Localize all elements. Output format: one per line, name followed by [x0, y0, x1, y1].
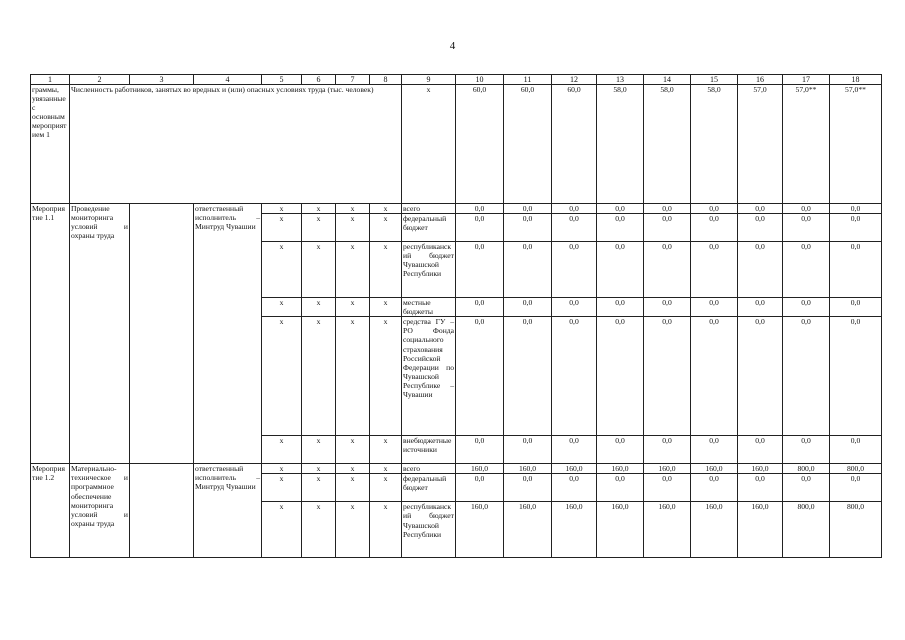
x-cell: х [262, 298, 302, 317]
x-cell: х [302, 464, 336, 474]
value-cell: 0,0 [504, 317, 552, 436]
value-cell: 160,0 [644, 464, 691, 474]
x-cell: х [336, 474, 370, 502]
value-cell: 0,0 [597, 242, 644, 298]
funding-source-cell: всего [402, 464, 456, 474]
value-cell: 160,0 [456, 464, 504, 474]
x-cell: х [302, 242, 336, 298]
x-cell: х [262, 436, 302, 464]
value-cell: 160,0 [504, 464, 552, 474]
x-cell: х [370, 317, 402, 436]
value-cell: 800,0 [830, 464, 882, 474]
value-cell: 0,0 [783, 204, 830, 214]
value-cell: 0,0 [783, 298, 830, 317]
value-cell: 0,0 [597, 317, 644, 436]
value-cell: 0,0 [597, 298, 644, 317]
x-cell: х [302, 317, 336, 436]
column-number: 18 [830, 75, 882, 85]
value-cell: 0,0 [691, 298, 738, 317]
column-number: 7 [336, 75, 370, 85]
value-cell: 160,0 [597, 502, 644, 558]
value-cell: 0,0 [456, 317, 504, 436]
value-cell: 160,0 [456, 502, 504, 558]
value-cell: 0,0 [830, 204, 882, 214]
value-cell: 0,0 [552, 436, 597, 464]
value-cell: 800,0 [783, 502, 830, 558]
value-cell: 0,0 [552, 214, 597, 242]
program-link-cell: граммы, увязанные с основным мероприятием 1 [31, 85, 70, 204]
value-cell: 0,0 [552, 317, 597, 436]
funding-source-cell: федеральный бюджет [402, 214, 456, 242]
x-cell: х [336, 436, 370, 464]
value-cell: 60,0 [456, 85, 504, 204]
value-cell: 800,0 [783, 464, 830, 474]
value-cell: 58,0 [597, 85, 644, 204]
x-cell: х [370, 214, 402, 242]
x-cell: х [302, 204, 336, 214]
x-cell: х [370, 464, 402, 474]
column-number: 16 [738, 75, 783, 85]
measure-row [31, 464, 882, 474]
column-number: 8 [370, 75, 402, 85]
x-cell: х [370, 242, 402, 298]
value-cell: 160,0 [738, 502, 783, 558]
x-cell: х [370, 204, 402, 214]
value-cell: 0,0 [644, 204, 691, 214]
x-cell: х [262, 464, 302, 474]
measure-title-cell: Материально-техническое и программное обеспечение мониторинга условий и охраны труда [70, 464, 130, 558]
source-cell: х [402, 85, 456, 204]
value-cell: 0,0 [644, 317, 691, 436]
value-cell: 160,0 [552, 464, 597, 474]
x-cell: х [370, 502, 402, 558]
x-cell: х [262, 214, 302, 242]
value-cell: 0,0 [644, 214, 691, 242]
value-cell: 0,0 [830, 298, 882, 317]
value-cell: 0,0 [552, 204, 597, 214]
x-cell: х [262, 474, 302, 502]
column-number: 5 [262, 75, 302, 85]
x-cell: х [370, 474, 402, 502]
value-cell: 0,0 [783, 317, 830, 436]
funding-source-cell: республиканский бюджет Чувашской Республики [402, 242, 456, 298]
value-cell: 57,0** [830, 85, 882, 204]
value-cell: 0,0 [456, 474, 504, 502]
x-cell: х [336, 464, 370, 474]
value-cell: 60,0 [552, 85, 597, 204]
x-cell: х [262, 317, 302, 436]
x-cell: х [262, 502, 302, 558]
value-cell: 0,0 [691, 436, 738, 464]
indicator-row [31, 85, 882, 204]
value-cell: 0,0 [456, 204, 504, 214]
value-cell: 58,0 [691, 85, 738, 204]
indicator-cell: Численность работников, занятых во вредных и (или) опасных условиях труда (тыс. человек) [70, 85, 402, 204]
value-cell: 57,0** [783, 85, 830, 204]
value-cell: 0,0 [691, 214, 738, 242]
value-cell: 0,0 [691, 474, 738, 502]
responsible-cell: ответственный исполнитель – Минтруд Чувашии [194, 464, 262, 558]
value-cell: 0,0 [830, 474, 882, 502]
responsible-cell: ответственный исполнитель – Минтруд Чувашии [194, 204, 262, 464]
value-cell: 0,0 [830, 317, 882, 436]
x-cell: х [262, 242, 302, 298]
value-cell: 0,0 [830, 214, 882, 242]
value-cell: 0,0 [504, 242, 552, 298]
column-number: 9 [402, 75, 456, 85]
value-cell: 0,0 [552, 298, 597, 317]
value-cell: 0,0 [783, 214, 830, 242]
measure-number-cell: Мероприятие 1.2 [31, 464, 70, 558]
x-cell: х [336, 502, 370, 558]
column-number: 4 [194, 75, 262, 85]
value-cell: 57,0 [738, 85, 783, 204]
value-cell: 0,0 [644, 298, 691, 317]
column-number: 6 [302, 75, 336, 85]
column-number: 2 [70, 75, 130, 85]
measure-title-cell: Проведение мониторинга условий и охраны труда [70, 204, 130, 464]
value-cell: 0,0 [738, 214, 783, 242]
value-cell: 0,0 [691, 242, 738, 298]
value-cell: 0,0 [738, 436, 783, 464]
value-cell: 0,0 [691, 204, 738, 214]
value-cell: 0,0 [597, 474, 644, 502]
value-cell: 0,0 [552, 242, 597, 298]
value-cell: 0,0 [783, 242, 830, 298]
column-number: 17 [783, 75, 830, 85]
funding-source-cell: республиканский бюджет Чувашской Республики [402, 502, 456, 558]
value-cell: 0,0 [738, 242, 783, 298]
value-cell: 0,0 [456, 436, 504, 464]
x-cell: х [302, 214, 336, 242]
value-cell: 60,0 [504, 85, 552, 204]
value-cell: 0,0 [830, 436, 882, 464]
value-cell: 0,0 [644, 436, 691, 464]
funding-source-cell: федеральный бюджет [402, 474, 456, 502]
value-cell: 0,0 [456, 214, 504, 242]
funding-source-cell: местные бюджеты [402, 298, 456, 317]
column-number: 10 [456, 75, 504, 85]
x-cell: х [370, 298, 402, 317]
value-cell: 0,0 [504, 474, 552, 502]
value-cell: 0,0 [644, 474, 691, 502]
measure-row [31, 204, 882, 214]
value-cell: 0,0 [504, 298, 552, 317]
value-cell: 160,0 [552, 502, 597, 558]
value-cell: 160,0 [504, 502, 552, 558]
column-number: 3 [130, 75, 194, 85]
empty-cell [130, 204, 194, 464]
x-cell: х [336, 204, 370, 214]
value-cell: 0,0 [597, 436, 644, 464]
value-cell: 800,0 [830, 502, 882, 558]
column-number: 15 [691, 75, 738, 85]
measure-number-cell: Мероприятие 1.1 [31, 204, 70, 464]
column-number: 1 [31, 75, 70, 85]
page-number: 4 [449, 40, 456, 52]
value-cell: 0,0 [738, 204, 783, 214]
value-cell: 0,0 [783, 436, 830, 464]
x-cell: х [336, 298, 370, 317]
value-cell: 0,0 [597, 204, 644, 214]
value-cell: 160,0 [691, 502, 738, 558]
value-cell: 0,0 [552, 474, 597, 502]
column-number: 11 [504, 75, 552, 85]
value-cell: 160,0 [738, 464, 783, 474]
x-cell: х [370, 436, 402, 464]
x-cell: х [336, 242, 370, 298]
x-cell: х [302, 474, 336, 502]
value-cell: 0,0 [504, 214, 552, 242]
column-number: 14 [644, 75, 691, 85]
value-cell: 0,0 [504, 204, 552, 214]
program-table [30, 74, 882, 558]
funding-source-cell: всего [402, 204, 456, 214]
x-cell: х [302, 502, 336, 558]
value-cell: 0,0 [738, 317, 783, 436]
funding-source-cell: средства ГУ – РО Фонда социального страхования Российской Федерации по Чувашской Республике – Чувашии [402, 317, 456, 436]
value-cell: 58,0 [644, 85, 691, 204]
empty-cell [130, 464, 194, 558]
x-cell: х [336, 214, 370, 242]
value-cell: 0,0 [830, 242, 882, 298]
header-row [31, 75, 882, 85]
value-cell: 0,0 [783, 474, 830, 502]
x-cell: х [336, 317, 370, 436]
value-cell: 0,0 [597, 214, 644, 242]
value-cell: 0,0 [738, 474, 783, 502]
value-cell: 0,0 [456, 298, 504, 317]
value-cell: 160,0 [597, 464, 644, 474]
value-cell: 160,0 [644, 502, 691, 558]
x-cell: х [302, 298, 336, 317]
column-number: 13 [597, 75, 644, 85]
value-cell: 0,0 [644, 242, 691, 298]
value-cell: 0,0 [738, 298, 783, 317]
x-cell: х [302, 436, 336, 464]
column-number: 12 [552, 75, 597, 85]
value-cell: 0,0 [691, 317, 738, 436]
value-cell: 160,0 [691, 464, 738, 474]
funding-source-cell: внебюджетные источники [402, 436, 456, 464]
x-cell: х [262, 204, 302, 214]
value-cell: 0,0 [456, 242, 504, 298]
value-cell: 0,0 [504, 436, 552, 464]
